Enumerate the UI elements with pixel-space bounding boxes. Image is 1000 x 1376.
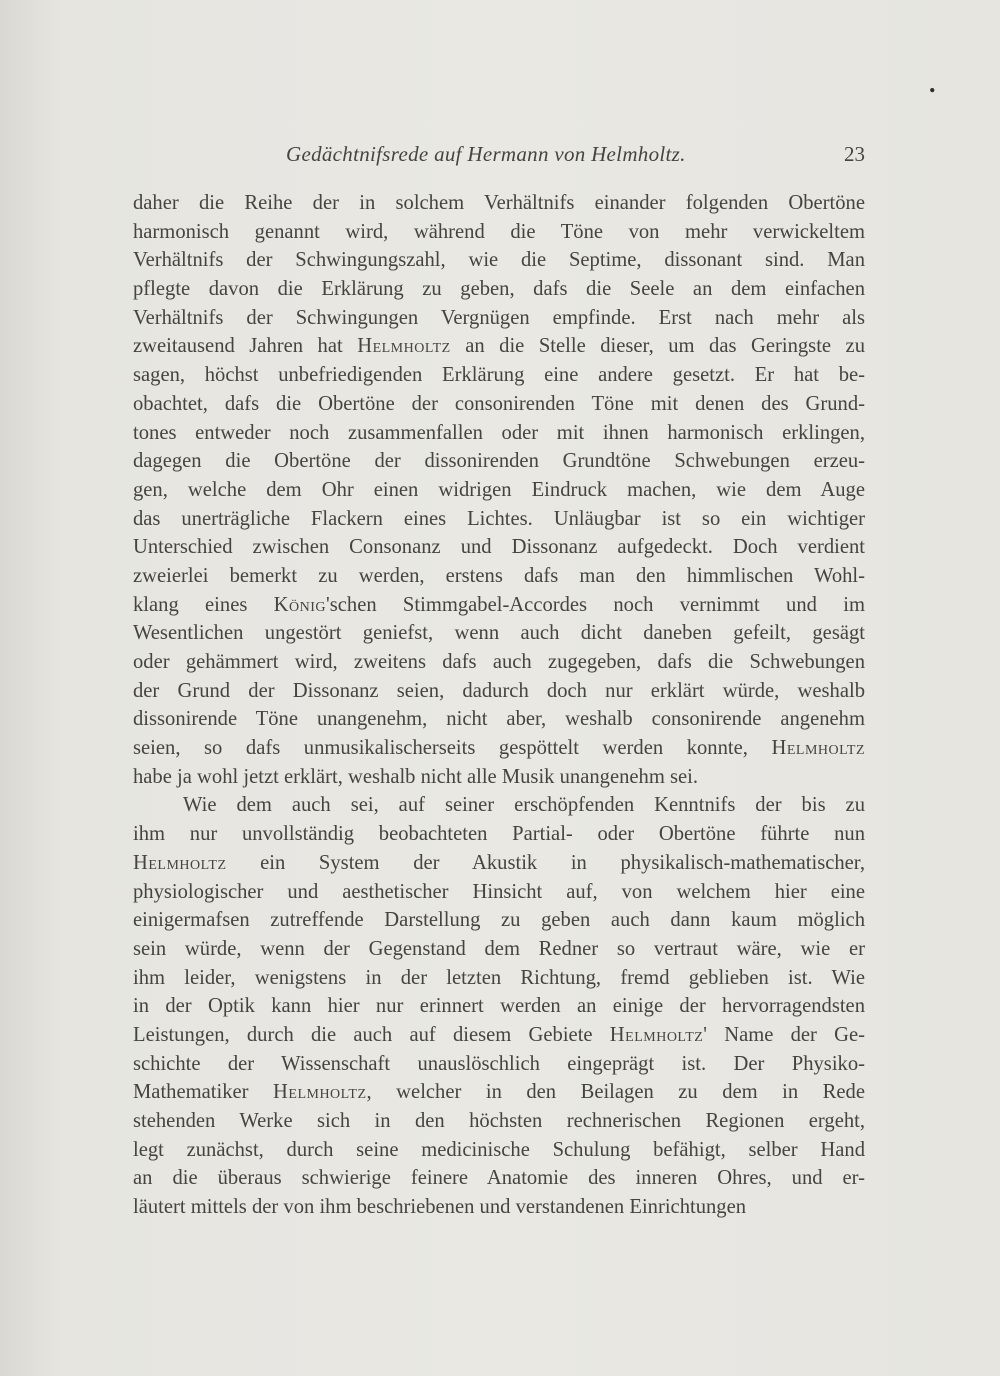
text-segment: läutert mittels der von ihm beschriebenen und verstandenen Einrichtungen xyxy=(133,1196,747,1219)
text-segment: Wie dem auch sei, auf seiner erschöpfenden Kenntnifs der bis zu xyxy=(183,794,865,817)
margin-mark: • xyxy=(925,79,939,101)
page-number: 23 xyxy=(844,142,865,166)
text-segment: pflegte davon die Erklärung zu geben, dafs die Seele an dem einfachen xyxy=(133,278,865,301)
text-line xyxy=(133,734,865,763)
person-name: Helmholtz xyxy=(357,335,451,358)
text-segment: ihm leider, wenigstens in der letzten Richtung, fremd geblieben ist. Wie xyxy=(133,966,865,989)
text-line xyxy=(133,964,865,993)
text-line xyxy=(133,763,865,792)
text-segment: zweierlei bemerkt zu werden, erstens dafs man den himmlischen Wohl- xyxy=(133,564,865,587)
text-line xyxy=(133,189,865,218)
text-segment: ein System der Akustik in physikalisch-mathematischer, xyxy=(226,851,865,874)
text-line xyxy=(133,878,865,907)
text-line xyxy=(133,1078,865,1107)
text-line xyxy=(133,591,865,620)
text-segment: Leistungen, durch die auch auf diesem Gebiete xyxy=(133,1023,610,1046)
text-line xyxy=(133,304,865,333)
text-line xyxy=(133,820,865,849)
text-segment: in der Optik kann hier nur erinnert werden an einige der hervorragendsten xyxy=(133,995,865,1018)
text-line xyxy=(133,906,865,935)
text-segment: obachtet, dafs die Obertöne der consonirenden Töne mit denen des Grund- xyxy=(133,392,865,415)
text-segment: oder gehämmert wird, zweitens dafs auch zugegeben, dafs die Schwebungen xyxy=(133,651,865,673)
text-segment: habe ja wohl jetzt erklärt, weshalb nicht alle Musik unangenehm sei. xyxy=(133,765,699,788)
text-segment: dissonirende Töne unangenehm, nicht aber, weshalb consonirende angenehm xyxy=(133,708,865,731)
text-segment: Wesentlichen ungestört geniefst, wenn auch dicht daneben gefeilt, gesägt xyxy=(133,622,865,645)
text-line xyxy=(133,1136,865,1165)
text-segment: Mathematiker xyxy=(133,1081,274,1104)
text-segment: dagegen die Obertöne der dissonirenden Grundtöne Schwebungen erzeu- xyxy=(133,450,865,473)
text-line xyxy=(133,505,865,534)
text-line xyxy=(133,1164,865,1193)
person-name: König xyxy=(273,593,327,616)
text-segment: Verhältnifs der Schwingungen Vergnügen empfinde. Erst nach mehr als xyxy=(133,306,865,329)
text-segment: an die überaus schwierige feinere Anatomie des inneren Ohres, und er- xyxy=(133,1167,865,1190)
text-segment: , welcher in den Beilagen zu dem in Rede xyxy=(366,1081,865,1104)
text-line xyxy=(133,390,865,419)
person-name: Helmholtz xyxy=(771,737,865,760)
text-line xyxy=(133,791,865,820)
text-segment: an die Stelle dieser, um das Geringste zu xyxy=(450,335,865,358)
text-line xyxy=(133,705,865,734)
text-line xyxy=(133,476,865,505)
person-name: Helmholtz xyxy=(273,1081,367,1104)
text-segment: einigermafsen zutreffende Darstellung zu geben auch dann kaum möglich xyxy=(133,909,865,932)
text-line xyxy=(133,1021,865,1050)
text-line xyxy=(133,935,865,964)
text-line xyxy=(133,677,865,706)
text-line xyxy=(133,218,865,247)
text-segment: sagen, höchst unbefriedigenden Erklärung eine andere gesetzt. Er hat be- xyxy=(133,364,865,387)
person-name: Helmholtz xyxy=(133,851,227,874)
text-segment: legt zunächst, durch seine medicinische Schulung befähigt, selber Hand xyxy=(133,1138,865,1161)
text-segment: stehenden Werke sich in den höchsten rechnerischen Regionen ergeht, xyxy=(133,1110,865,1132)
text-line xyxy=(133,275,865,304)
text-segment: das unerträgliche Flackern eines Lichtes. Unläugbar ist so ein wichtiger xyxy=(133,507,865,530)
text-segment: Unterschied zwischen Consonanz und Dissonanz aufgedeckt. Doch verdient xyxy=(133,536,865,559)
text-line xyxy=(133,1107,865,1136)
body-text xyxy=(133,189,865,1222)
text-line xyxy=(133,361,865,390)
running-title: Gedächtnifsrede auf Hermann von Helmholtz. xyxy=(286,142,686,166)
running-header xyxy=(133,140,865,174)
text-line xyxy=(133,849,865,878)
person-name: Helmholtz xyxy=(609,1023,704,1046)
text-line xyxy=(133,246,865,275)
text-line xyxy=(133,648,865,677)
text-segment: seien, so dafs unmusikalischerseits gespöttelt werden konnte, xyxy=(133,737,772,760)
text-line xyxy=(133,562,865,591)
text-segment: tones entweder noch zusammenfallen oder mit ihnen harmonisch erklingen, xyxy=(133,421,865,444)
text-line xyxy=(133,419,865,448)
text-line xyxy=(133,619,865,648)
text-segment: ' Name der Ge- xyxy=(703,1023,866,1046)
text-segment: klang eines xyxy=(133,593,274,616)
text-segment: physiologischer und aesthetischer Hinsicht auf, von welchem hier eine xyxy=(133,880,865,903)
text-segment: zweitausend Jahren hat xyxy=(133,335,358,358)
text-line xyxy=(133,992,865,1021)
text-line xyxy=(133,447,865,476)
text-segment: harmonisch genannt wird, während die Töne von mehr verwickeltem xyxy=(133,220,865,243)
text-line xyxy=(133,1193,865,1222)
text-segment: der Grund der Dissonanz seien, dadurch doch nur erklärt würde, weshalb xyxy=(133,679,865,702)
text-segment: 'schen Stimmgabel-Accordes noch vernimmt und im xyxy=(326,593,865,616)
text-line xyxy=(133,533,865,562)
text-segment: daher die Reihe der in solchem Verhältnifs einander folgenden Obertöne xyxy=(133,192,865,214)
text-segment: Verhältnifs der Schwingungszahl, wie die Septime, dissonant sind. Man xyxy=(133,249,865,272)
text-segment: schichte der Wissenschaft unauslöschlich eingeprägt ist. Der Physiko- xyxy=(133,1052,865,1075)
text-segment: sein würde, wenn der Gegenstand dem Redner so vertraut wäre, wie er xyxy=(133,937,865,960)
text-segment: gen, welche dem Ohr einen widrigen Eindruck machen, wie dem Auge xyxy=(133,478,865,501)
text-segment: ihm nur unvollständig beobachteten Partial- oder Obertöne führte nun xyxy=(133,823,865,846)
text-line xyxy=(133,1050,865,1079)
text-line xyxy=(133,332,865,361)
